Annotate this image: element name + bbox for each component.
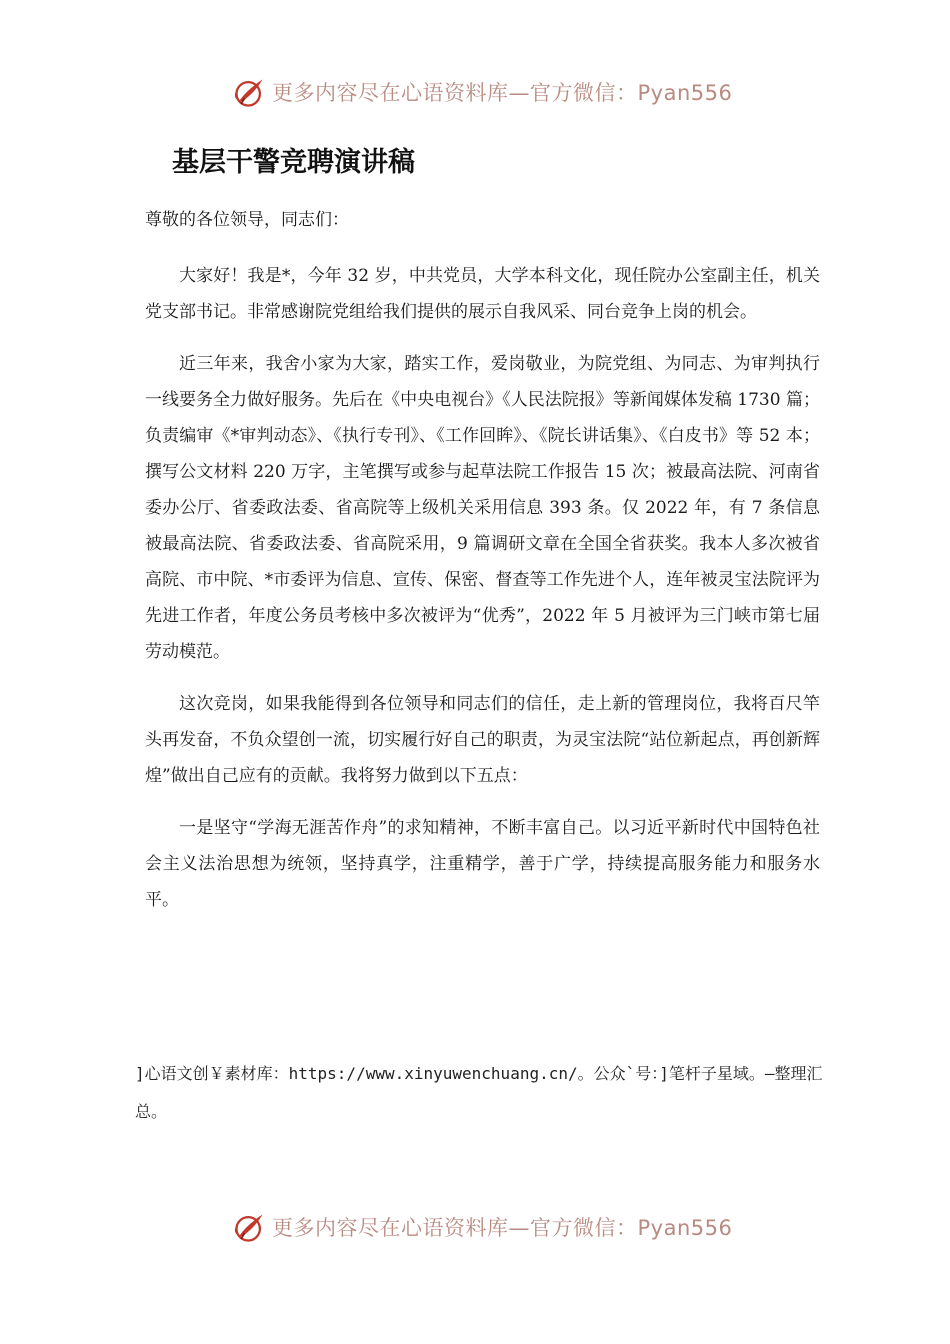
salutation: 尊敬的各位领导，同志们： bbox=[145, 210, 349, 230]
paragraph: 大家好！我是*，今年 32 岁，中共党员，大学本科文化，现任院办公室副主任，机关党支部书记。非常感谢院党组给我们提供的展示自我风采、同台竞争上岗的机会。 bbox=[145, 266, 820, 322]
header-banner bbox=[232, 72, 732, 112]
source-footnote: ]心语文创￥素材库：https://www.xinyuwenchuang.cn/。公众`号：]笔杆子星域。—整理汇总。 bbox=[135, 1064, 823, 1121]
document-body bbox=[145, 258, 820, 934]
paragraph: 一是坚守“学海无涯苦作舟”的求知精神，不断丰富自己。以习近平新时代中国特色社会主义法治思想为统领，坚持真学，注重精学，善于广学，持续提高服务能力和服务水平。 bbox=[145, 818, 820, 910]
banner-text: 更多内容尽在心语资料库—官方微信：Pyan556 bbox=[272, 1216, 733, 1240]
document-title: 基层干警竞聘演讲稿 bbox=[172, 147, 415, 178]
footer-banner bbox=[232, 1207, 732, 1247]
paragraph: 这次竞岗，如果我能得到各位领导和同志们的信任，走上新的管理岗位，我将百尺竿头再发奋，不负众望创一流，切实履行好自己的职责，为灵宝法院“站位新起点，再创新辉煌”做出自己应有的贡献。我将努力做到以下五点： bbox=[145, 694, 820, 786]
paragraph: 近三年来，我舍小家为大家，踏实工作，爱岗敬业，为院党组、为同志、为审判执行一线要务全力做好服务。先后在《中央电视台》《人民法院报》等新闻媒体发稿 1730 篇；负责编审《*审判动态》、《执行专刊》、《工作回眸》、《院长讲话集》、《白皮书》等 52 本；撰写公文材料 220 万字，主笔撰写或参与起草法院工作报告 15 次；被最高法院、河南省委办公厅、省委政法委、省高院等上级机关采用信息 393 条。仅 2022 年，有 7 条信息被最高法院、省委政法委、省高院采用，9 篇调研文章在全国全省获奖。我本人多次被省高院、市中院、*市委评为信息、宣传、保密、督查等工作先进个人，连年被灵宝法院评为先进工作者，年度公务员考核中多次被评为“优秀”，2022 年 5 月被评为三门峡市第七届劳动模范。 bbox=[145, 354, 820, 662]
banner-text: 更多内容尽在心语资料库—官方微信：Pyan556 bbox=[272, 81, 733, 105]
quill-pen-logo-icon bbox=[232, 74, 268, 110]
quill-pen-logo-icon bbox=[232, 1209, 268, 1245]
